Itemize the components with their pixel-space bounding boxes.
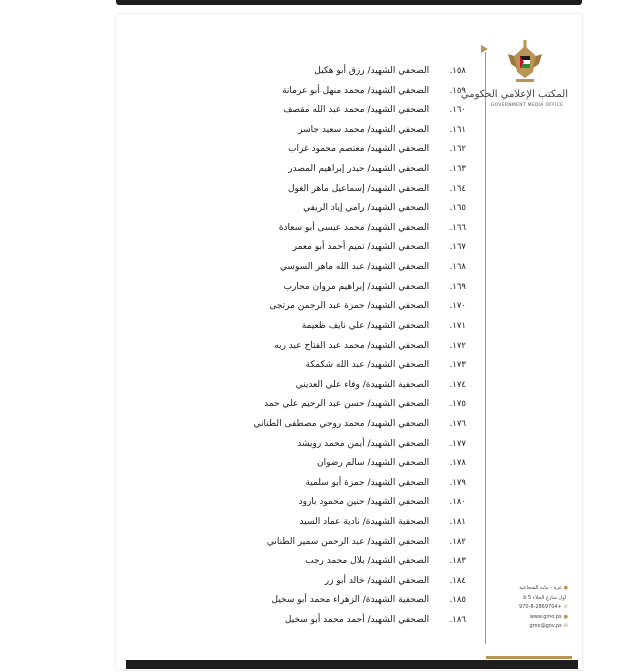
item-number: ١٦٢. [449,144,466,155]
item-name: الصحفي الشهيد/ محمد عبد الله مقصف [283,105,430,116]
item-number: ١٨٦. [449,615,466,626]
item-name: الصحفي الشهيد/ محمد سعيد جاسر [298,124,430,135]
item-number: ١٧٣. [449,360,466,371]
contact-text: +970-8-2869704 [518,604,562,610]
item-name: الصحفي الشهيد/ علي نايف ظعيمة [301,320,430,331]
list-item [150,140,466,160]
top-window-bar [116,0,582,5]
list-item [150,376,466,396]
contact-text: www.gmo.ps [529,613,562,620]
list-item [150,395,466,415]
item-name: الصحفي الشهيد/ عبد الرحمن سمير الطناني [266,536,430,547]
item-number: ١٧٦. [449,418,466,429]
item-number: ١٦٥. [449,203,466,214]
contact-text: أول شارع الجلاء 5 b [523,594,566,601]
item-name: الصحفية الشهيدة/ وفاء علي العديني [295,379,430,390]
item-name: الصحفي الشهيد/ محمد عبد الفتاح عبد ربه [274,340,430,351]
list-item [150,454,466,474]
item-number: ١٦٩. [449,281,466,292]
item-number: ١٦٠. [449,105,466,116]
item-name: الصحفي الشهيد/ حيدر إبراهيم المصدر [288,164,430,175]
item-name: الصحفية الشهيدة/ نادية عماد السيد [299,517,430,528]
list-item [150,474,466,494]
item-name: الصحفي الشهيد/ معتصم محمود غراب [288,144,430,155]
item-name: الصحفي الشهيد/ إبراهيم مروان محارب [283,281,430,292]
list-item [150,572,466,592]
list-item [150,121,466,141]
list-item [150,160,466,180]
list-item [150,258,466,278]
item-number: ١٦١. [449,124,466,135]
list-item [150,533,466,553]
item-number: ١٧٠. [449,301,466,312]
contact-info [488,584,568,632]
item-name: الصحفي الشهيد/ سالم رضوان [316,458,430,469]
item-number: ١٧٨. [449,458,466,469]
item-name: الصحفي الشهيد/ بلال محمد رجب [305,556,430,567]
location-pin-icon: ● [563,585,568,591]
list-item [150,101,466,121]
list-item [150,317,466,337]
item-number: ١٨١. [449,517,466,528]
list-item [150,199,466,219]
list-item [150,611,466,631]
item-number: ١٦٧. [449,242,466,253]
office-name-arabic: المكتب الإعلامي الحكومي [460,89,568,100]
contact-text: gmo@gov.ps [529,623,562,629]
contact-email [488,622,568,632]
item-name: الصحفي الشهيد/ خالد أبو زر [324,575,430,586]
list-item [150,278,466,298]
item-number: ١٦٨. [449,262,466,273]
item-number: ١٧٤. [449,379,466,390]
item-number: ١٥٨. [449,66,466,76]
item-number: ١٥٩. [449,85,466,96]
globe-icon: ● [563,613,568,620]
list-item [150,552,466,572]
list-item [150,62,466,82]
contact-address [488,584,568,594]
item-name: الصحفية الشهيدة/ الزهراء محمد أبو سخيل [271,595,430,606]
item-number: ١٧٧. [449,438,466,449]
list-item [150,513,466,533]
item-number: ١٦٤. [449,183,466,194]
item-name: الصحفي الشهيد/ حمزة أبو سلمية [305,477,430,488]
item-number: ١٧٢. [449,340,466,351]
item-name: الصحفي الشهيد/ حنين محمود بارود [298,497,430,508]
item-number: ١٨٤. [449,575,466,586]
contact-website [488,613,568,623]
list-item [150,219,466,239]
item-name: الصحفي الشهيد/ أحمد محمد أبو سخيل [284,615,430,626]
list-item [150,435,466,455]
item-number: ١٧٥. [449,399,466,410]
phone-icon: ✆ [563,604,568,610]
list-item [150,337,466,357]
journalist-list [150,62,466,631]
item-name: الصحفي الشهيد/ عبد الله شكمكة [305,360,430,371]
item-name: الصحفي الشهيد/ رامي إياد الريفي [303,203,430,214]
office-name-english: GOVERNMENT MEDIA OFFICE [490,103,564,108]
item-name: الصحفي الشهيد/ حسن عبد الرحيم علي حمد [264,399,430,410]
list-item [150,591,466,611]
footer-accent [486,656,572,659]
item-name: الصحفي الشهيد/ إسماعيل ماهر الغول [287,183,430,194]
item-number: ١٧٩. [449,477,466,488]
list-item [150,356,466,376]
flag-marker-icon [481,45,488,53]
item-number: ١٨٣. [449,556,466,567]
item-name: الصحفي الشهيد/ محمد روحي مصطفى الطناني [253,418,430,429]
contact-phone [488,603,568,613]
item-name: الصحفي الشهيد/ محمد منهل أبو عرمانة [282,85,430,96]
list-item [150,238,466,258]
item-name: الصحفي الشهيد/ تميم أحمد أبو معمر [292,242,430,253]
contact-text: غزة - بناية الشجاعية [519,585,562,591]
item-number: ١٨٥. [449,595,466,606]
divider-line [485,52,486,644]
footer-bar [126,660,578,669]
list-item [150,297,466,317]
list-item [150,82,466,102]
email-icon: ✉ [563,623,568,629]
item-number: ١٦٣. [449,164,466,175]
contact-street [488,594,568,604]
list-item [150,415,466,435]
item-number: ١٦٦. [449,222,466,233]
list-item [150,493,466,513]
item-name: الصحفي الشهيد/ رزق أبو هكيل [314,66,430,76]
item-name: الصحفي الشهيد/ محمد عيسى أبو سعادة [278,222,430,233]
item-name: الصحفي الشهيد/ حمزة عبد الرحمن مرتجى [269,301,430,312]
item-name: الصحفي الشهيد/ عبد الله ماهر السوسي [279,262,430,273]
item-number: ١٨٢. [449,536,466,547]
item-name: الصحفي الشهيد/ أيمن محمد رويشد [297,438,430,449]
list-item [150,180,466,200]
item-number: ١٧١. [449,320,466,331]
item-number: ١٨٠. [449,497,466,508]
palestine-eagle-emblem-icon [508,38,542,86]
